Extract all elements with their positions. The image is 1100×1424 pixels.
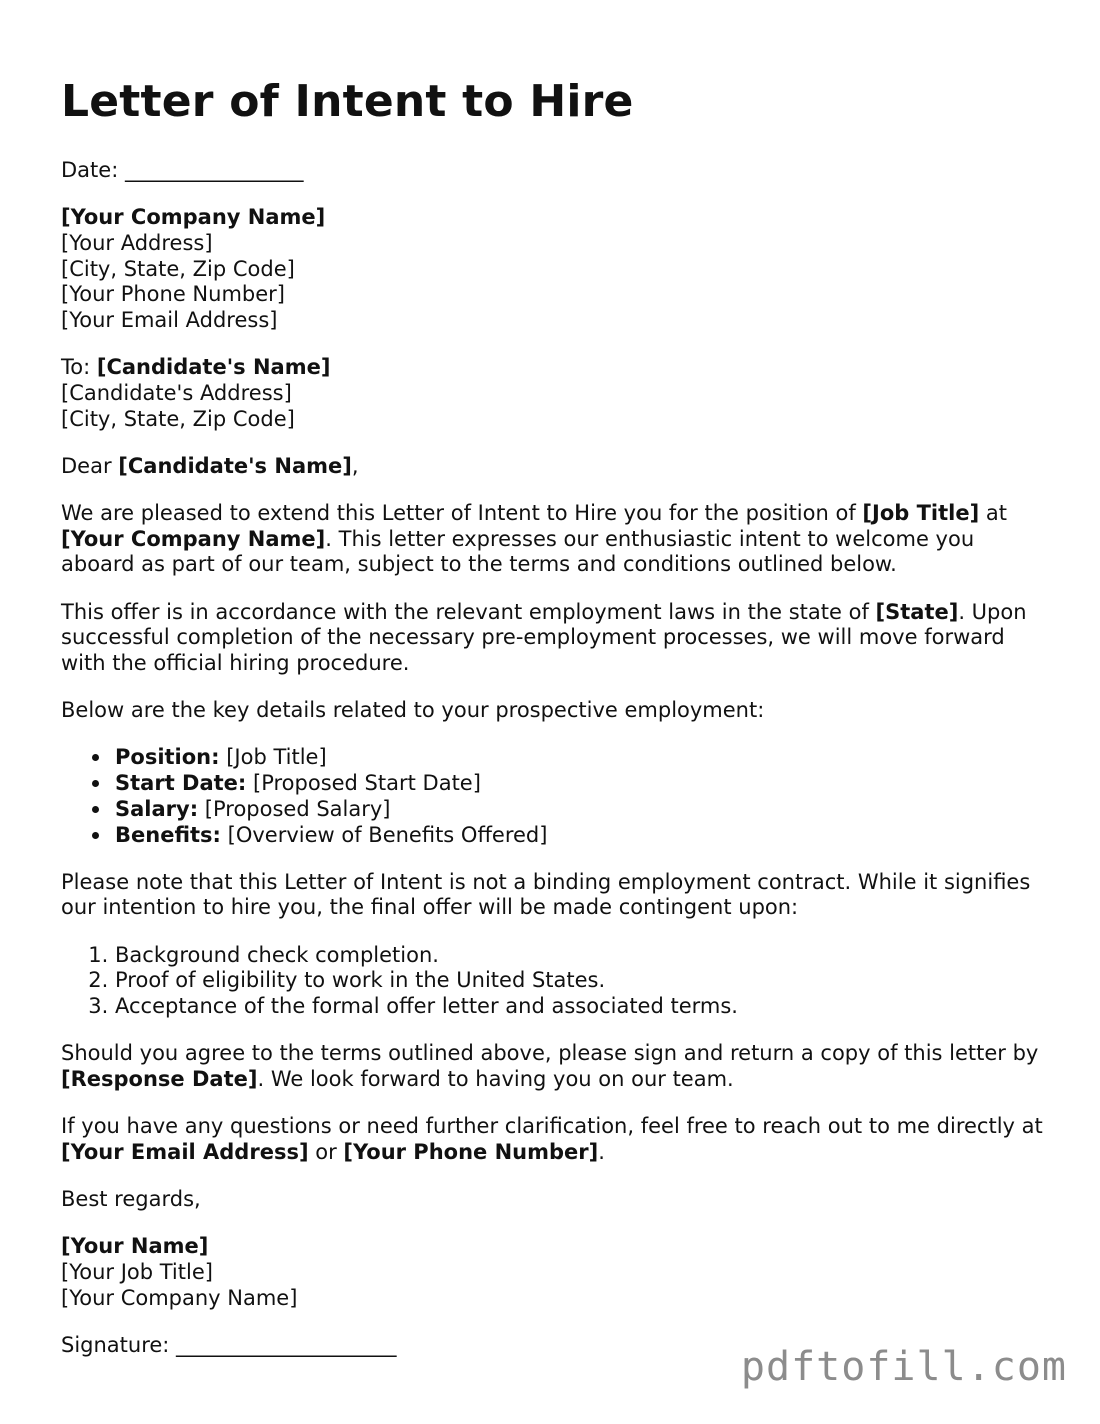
list-item <box>115 771 1051 797</box>
salutation-name: [Candidate's Name] <box>118 453 352 478</box>
paragraph-response <box>61 1041 1051 1092</box>
para2-text-1: This offer is in accordance with the relevant employment laws in the state of <box>61 599 876 624</box>
detail-value: [Proposed Salary] <box>198 796 391 821</box>
para1-text-3: . This letter expresses our enthusiastic intent to welcome you aboard as part of our team, subject to the terms and conditions outlined below. <box>61 526 975 577</box>
para1-text-2: at <box>979 501 1007 526</box>
paragraph-contact <box>61 1114 1051 1165</box>
signature-line: Signature: _____________________ <box>61 1332 397 1357</box>
date-line: Date: _________________ <box>61 158 304 182</box>
sender-address: [Your Address] <box>61 230 213 255</box>
salutation <box>61 454 1051 480</box>
detail-value: [Proposed Start Date] <box>246 771 481 796</box>
recipient-block <box>61 355 1051 432</box>
paragraph-intro <box>61 501 1051 578</box>
watermark: pdftofill.com <box>740 1344 1067 1390</box>
para6-text-3: . <box>598 1139 605 1164</box>
para2-text-2: . Upon successful completion of the necessary pre-employment processes, we will move forward with the official hiring procedure. <box>61 599 1027 676</box>
para6-text-2: or <box>308 1139 344 1164</box>
paragraph-legal <box>61 600 1051 677</box>
list-item <box>115 823 1051 849</box>
para1-job-title: [Job Title] <box>862 501 980 526</box>
details-list <box>61 745 1051 848</box>
para1-text-1: We are pleased to extend this Letter of Intent to Hire you for the position of <box>61 501 863 526</box>
salutation-suffix: , <box>351 453 359 478</box>
signer-block <box>61 1234 1051 1311</box>
sender-block <box>61 205 1051 334</box>
detail-label: Salary: <box>115 796 199 821</box>
para6-text-1: If you have any questions or need further clarification, feel free to reach out to me directly at <box>61 1114 1043 1139</box>
signer-company: [Your Company Name] <box>61 1285 298 1310</box>
para6-email: [Your Email Address] <box>61 1139 309 1164</box>
para2-state: [State] <box>875 599 959 624</box>
list-item <box>115 797 1051 823</box>
para5-text-1: Should you agree to the terms outlined above, please sign and return a copy of this letter by <box>61 1041 1039 1066</box>
list-item: 1. Background check completion. <box>115 943 1051 969</box>
para5-response-date: [Response Date] <box>61 1066 258 1091</box>
para5-text-2: . We look forward to having you on our team. <box>257 1066 734 1091</box>
detail-label: Position: <box>115 745 220 770</box>
recipient-city: [City, State, Zip Code] <box>61 406 295 431</box>
detail-value: [Job Title] <box>219 745 327 770</box>
recipient-name-line <box>61 355 1051 381</box>
closing: Best regards, <box>61 1187 201 1212</box>
conditions-list <box>61 943 1051 1020</box>
list-item: 3. Acceptance of the formal offer letter and associated terms. <box>115 994 1051 1020</box>
paragraph-contingent: Please note that this Letter of Intent is not a binding employment contract. While it signifies our intention to hire you, the final offer will be made contingent upon: <box>61 869 1031 920</box>
sender-phone: [Your Phone Number] <box>61 282 285 307</box>
recipient-name: [Candidate's Name] <box>96 355 331 380</box>
recipient-address: [Candidate's Address] <box>61 380 292 405</box>
signer-title: [Your Job Title] <box>61 1260 213 1284</box>
sender-city: [City, State, Zip Code] <box>61 256 295 281</box>
para6-phone: [Your Phone Number] <box>343 1139 599 1164</box>
letter-page <box>61 72 1051 1380</box>
detail-value: [Overview of Benefits Offered] <box>220 822 548 847</box>
sender-company: [Your Company Name] <box>61 205 326 230</box>
recipient-prefix: To: <box>61 355 97 380</box>
detail-label: Benefits: <box>115 822 221 847</box>
salutation-prefix: Dear <box>61 453 119 478</box>
sender-email: [Your Email Address] <box>61 308 278 333</box>
paragraph-details-intro: Below are the key details related to your prospective employment: <box>61 698 765 723</box>
signer-name: [Your Name] <box>61 1234 209 1259</box>
page-title: Letter of Intent to Hire <box>61 76 634 127</box>
detail-label: Start Date: <box>115 771 247 796</box>
list-item: 2. Proof of eligibility to work in the United States. <box>115 968 1051 994</box>
list-item <box>115 745 1051 771</box>
para1-company-name: [Your Company Name] <box>61 526 326 551</box>
